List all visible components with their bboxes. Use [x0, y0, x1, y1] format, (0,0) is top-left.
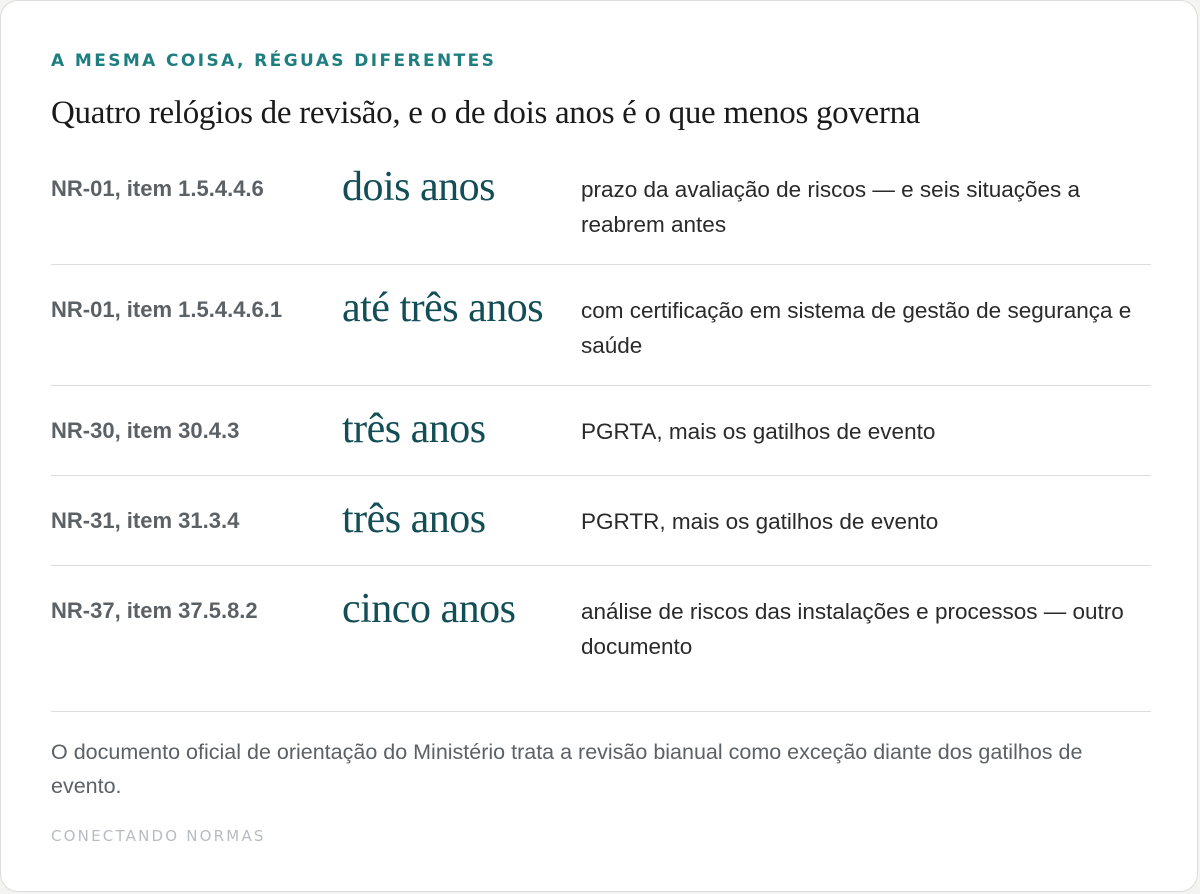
review-description: análise de riscos das instalações e processos — outro documento — [581, 599, 1124, 659]
norm-reference: NR-30, item 30.4.3 — [51, 418, 240, 443]
list-item — [51, 265, 1151, 386]
review-period: dois anos — [342, 164, 495, 210]
footnote: O documento oficial de orientação do Ministério trata a revisão bianual como exceção diante dos gatilhos de evento. — [51, 740, 1083, 798]
review-period: até três anos — [342, 285, 544, 331]
review-clock-list — [51, 146, 1151, 696]
norm-reference: NR-01, item 1.5.4.4.6 — [51, 176, 264, 201]
review-description: prazo da avaliação de riscos — e seis situações a reabrem antes — [581, 177, 1081, 237]
list-item — [51, 476, 1151, 566]
list-item — [51, 566, 1151, 696]
review-description: com certificação em sistema de gestão de segurança e saúde — [581, 298, 1132, 358]
review-period: três anos — [342, 496, 486, 542]
review-period: cinco anos — [342, 586, 516, 632]
review-period: três anos — [342, 406, 486, 452]
norm-reference: NR-37, item 37.5.8.2 — [51, 598, 258, 623]
review-description: PGRTA, mais os gatilhos de evento — [581, 419, 936, 444]
list-item — [51, 386, 1151, 476]
list-item — [51, 146, 1151, 265]
norm-reference: NR-31, item 31.3.4 — [51, 508, 240, 533]
brand-signature: CONECTANDO NORMAS — [51, 827, 266, 845]
norm-reference: NR-01, item 1.5.4.4.6.1 — [51, 297, 283, 322]
page-title: Quatro relógios de revisão, e o de dois anos é o que menos governa — [51, 95, 921, 131]
kicker: A MESMA COISA, RÉGUAS DIFERENTES — [51, 51, 497, 71]
divider — [51, 711, 1151, 712]
review-description: PGRTR, mais os gatilhos de evento — [581, 509, 939, 534]
